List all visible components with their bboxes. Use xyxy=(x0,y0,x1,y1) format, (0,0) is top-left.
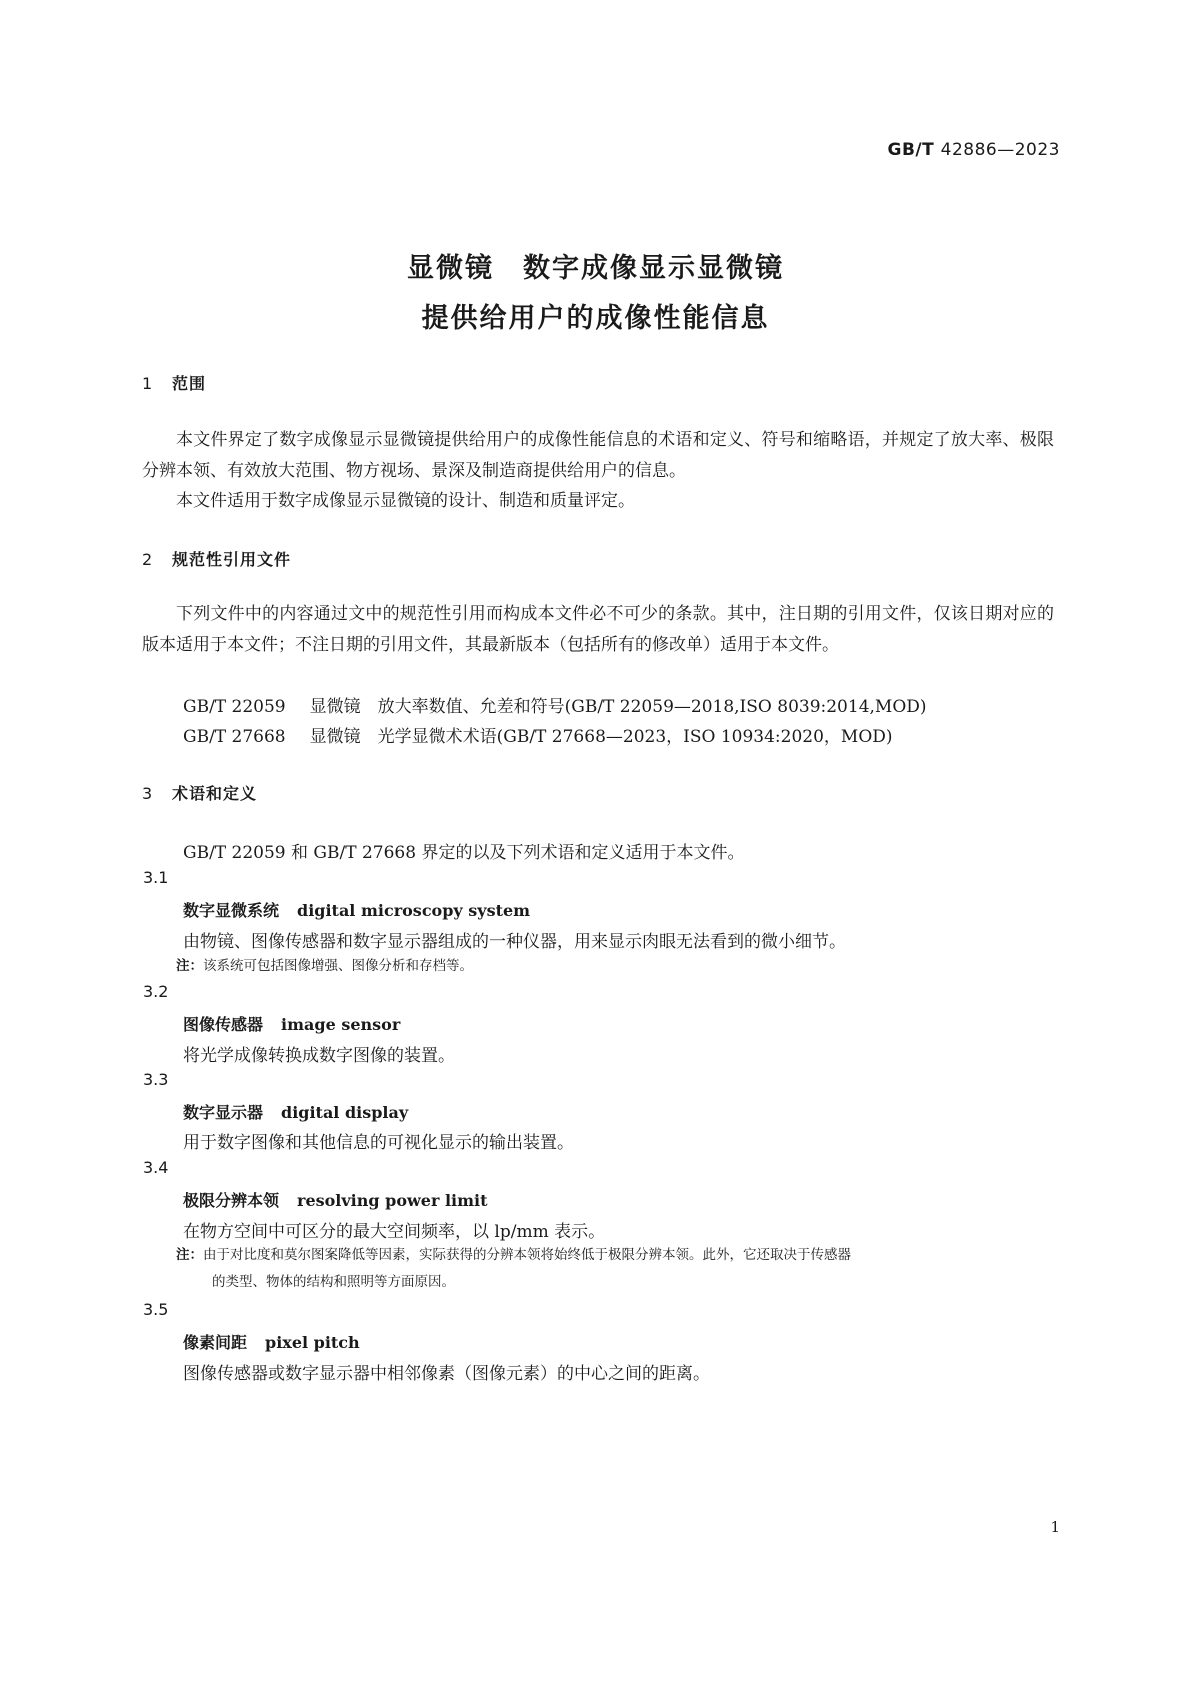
clause-number: 3.1 xyxy=(143,868,169,887)
normative-reference xyxy=(183,692,927,717)
term-english: digital microscopy system xyxy=(297,901,531,920)
term-definition: 将光学成像转换成数字图像的装置。 xyxy=(183,1046,455,1066)
term-heading xyxy=(183,1012,400,1035)
section-3-heading xyxy=(142,781,257,804)
standard-code-number: 42886—2023 xyxy=(940,140,1060,160)
clause-number: 3.3 xyxy=(143,1070,169,1089)
section-title: 范围 xyxy=(172,374,207,393)
term-chinese: 数字显示器 xyxy=(183,1103,264,1122)
section-1-heading xyxy=(142,371,206,394)
section-title: 术语和定义 xyxy=(172,784,258,803)
section-title: 规范性引用文件 xyxy=(172,550,292,569)
section-2-heading xyxy=(142,547,291,570)
term-english: pixel pitch xyxy=(265,1333,360,1352)
reference-code: GB/T 27668 xyxy=(183,727,286,747)
term-note xyxy=(176,953,1056,980)
standard-code xyxy=(888,140,1060,160)
note-label: 注： xyxy=(176,958,203,974)
note-text: 该系统可包括图像增强、图像分析和存档等。 xyxy=(203,958,473,974)
term-heading xyxy=(183,1100,408,1123)
term-english: digital display xyxy=(281,1103,409,1122)
term-chinese: 极限分辨本领 xyxy=(183,1191,280,1210)
section-3-intro: GB/T 22059 和 GB/T 27668 界定的以及下列术语和定义适用于本文件。 xyxy=(183,843,745,863)
term-definition: 由物镜、图像传感器和数字显示器组成的一种仪器，用来显示肉眼无法看到的微小细节。 xyxy=(183,932,846,952)
term-english: resolving power limit xyxy=(297,1191,488,1210)
clause-number: 3.5 xyxy=(143,1300,169,1319)
section-2-paragraph-1: 下列文件中的内容通过文中的规范性引用而构成本文件必不可少的条款。其中，注日期的引用文件，仅该日期对应的版本适用于本文件；不注日期的引用文件，其最新版本（包括所有的修改单）适用于本文件。 xyxy=(142,604,1054,655)
document-title-line2: 提供给用户的成像性能信息 xyxy=(421,303,770,334)
section-1-paragraph-1: 本文件界定了数字成像显示显微镜提供给用户的成像性能信息的术语和定义、符号和缩略语，并规定了放大率、极限分辨本领、有效放大范围、物方视场、景深及制造商提供给用户的信息。 xyxy=(142,430,1054,481)
term-definition: 图像传感器或数字显示器中相邻像素（图像元素）的中心之间的距离。 xyxy=(183,1364,710,1384)
reference-title: 显微镜 放大率数值、允差和符号(GB/T 22059—2018,ISO 8039:2014,MOD) xyxy=(309,697,927,717)
section-1-paragraph-2: 本文件适用于数字成像显示显微镜的设计、制造和质量评定。 xyxy=(176,491,635,511)
term-definition: 用于数字图像和其他信息的可视化显示的输出装置。 xyxy=(183,1133,574,1153)
term-definition: 在物方空间中可区分的最大空间频率，以 lp/mm 表示。 xyxy=(183,1222,606,1242)
term-chinese: 数字显微系统 xyxy=(183,901,280,920)
term-chinese: 像素间距 xyxy=(183,1333,248,1352)
note-text-line2: 的类型、物体的结构和照明等方面原因。 xyxy=(212,1274,455,1290)
section-number: 2 xyxy=(142,550,154,569)
page-number: 1 xyxy=(1050,1518,1060,1536)
normative-reference xyxy=(183,722,893,747)
section-number: 3 xyxy=(142,784,154,803)
clause-number: 3.4 xyxy=(143,1158,169,1177)
document-title-line1: 显微镜 数字成像显示显微镜 xyxy=(407,253,784,284)
section-number: 1 xyxy=(142,374,154,393)
term-english: image sensor xyxy=(281,1015,401,1034)
clause-number: 3.2 xyxy=(143,982,169,1001)
term-heading xyxy=(183,1188,488,1211)
note-text-line1: 由于对比度和莫尔图案降低等因素，实际获得的分辨本领将始终低于极限分辨本领。此外，它还取决于传感器 xyxy=(203,1247,851,1263)
term-chinese: 图像传感器 xyxy=(183,1015,264,1034)
reference-title: 显微镜 光学显微术术语(GB/T 27668—2023，ISO 10934:2020，MOD) xyxy=(309,727,893,747)
standard-code-prefix: GB/T xyxy=(887,140,935,160)
reference-code: GB/T 22059 xyxy=(183,697,286,717)
note-label: 注： xyxy=(176,1247,203,1263)
term-note xyxy=(176,1242,1056,1296)
term-heading xyxy=(183,898,530,921)
term-heading xyxy=(183,1330,360,1353)
